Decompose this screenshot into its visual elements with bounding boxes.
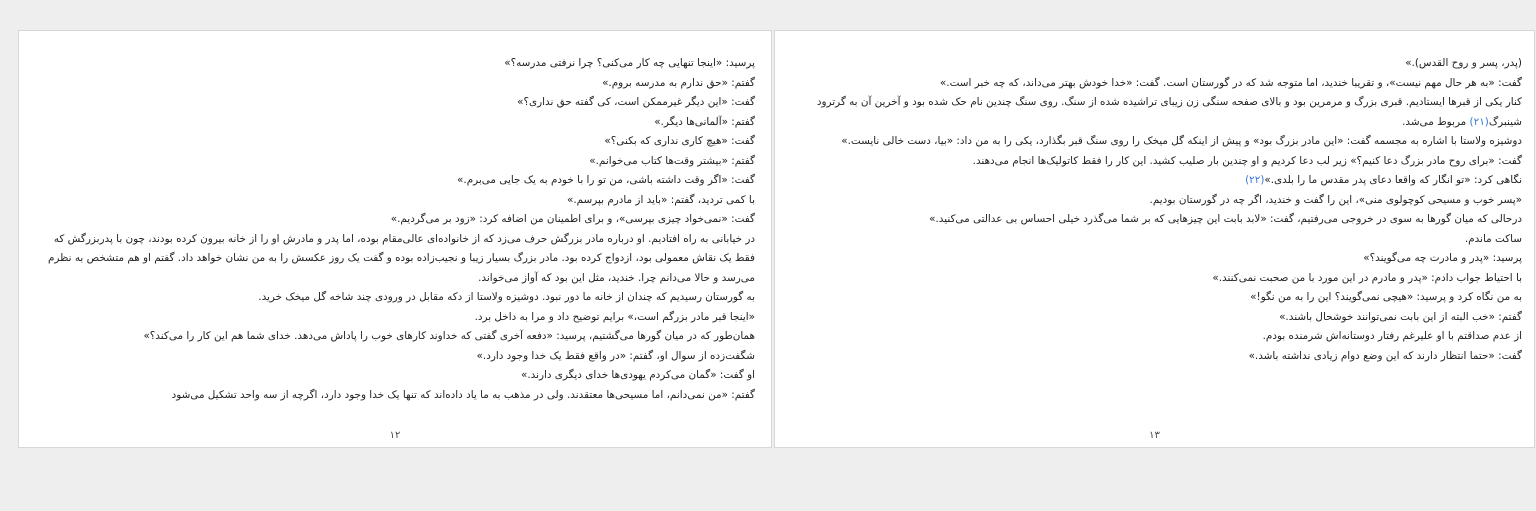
footnote-ref[interactable]: (۲۱) [1469, 115, 1489, 128]
text-line: شگفت‌زده از سوال او، گفتم: «در واقع فقط یک خدا وجود دارد.» [476, 349, 755, 362]
text-paragraph: در خیابانی به راه افتادیم. او درباره مادر بزرگش حرف می‌زد که از خانواده‌ای عالی‌مقام بوده، اما پدر و مادرش او را از خانه بیرون کرده بودند، چون با پدربزرگش که فقط یک نقاش معمولی بود، ازدواج کرده بود. مادر بزرگ بسیار زیبا و نجیب‌زاده بوده و گفت یک روز عکسش را به من نشان خواهد داد. گفتم او هم متشخص به نظرم می‌رسد و حالا می‌دانم چرا. خندید، مثل این بود که آواز می‌خواند. [47, 232, 755, 284]
text-line [787, 171, 1522, 191]
text-line [787, 230, 1522, 250]
page-number: ۱۳ [1149, 430, 1160, 441]
text-line: گفتم: «من نمی‌دانم، اما مسیحی‌ها معتقدند. ولی در مذهب به ما یاد داده‌اند که تنها یک خدا وجود دارد، اگرچه از سه واحد تشکیل می‌شود [171, 388, 755, 401]
line-text: با احتیاط جواب دادم: «پدر و مادرم در این مورد با من صحبت نمی‌کنند.» [1212, 271, 1522, 284]
text-line [787, 74, 1522, 94]
line-text: دوشیزه ولاستا با اشاره به مجسمه گفت: «این مادر بزرگ بود» و پیش از اینکه گل میخک را روی سنگ قبر بگذارد، یکی را به من داد: «بیا، دست خالی نایست.» [841, 135, 1522, 147]
text-line: همان‌طور که در میان گورها می‌گشتیم، پرسید: «دفعه آخری گفتی که خداوند کارهای خوب را پاداش می‌دهد. خدای شما هم این کار را می‌کند؟» [143, 330, 755, 342]
line-text: ساکت ماندم. [1464, 232, 1522, 245]
text-line: پرسید: «اینجا تنهایی چه کار می‌کنی؟ چرا نرفتی مدرسه؟» [504, 57, 755, 69]
text-paragraph [787, 93, 1522, 132]
text-line [787, 132, 1522, 152]
text-line [787, 191, 1522, 211]
text-line [787, 327, 1522, 347]
line-text: (پدر، پسر و روح القدس).» [1405, 57, 1522, 69]
footnote-ref[interactable]: (۲۲) [1245, 174, 1265, 186]
line-text: از عدم صداقتم با او علیرغم رفتار دوستانه‌اش شرمنده بودم. [1262, 330, 1522, 342]
page-right-body [787, 54, 1522, 366]
page-left-body [32, 54, 755, 405]
text-line: گفت: «اگر وقت داشته باشی، من تو را با خودم به یک جایی می‌برم.» [457, 174, 755, 186]
text-line [787, 210, 1522, 230]
line-text: نگاهی کرد: «تو انگار که واقعا دعای پدر مقدس ما را بلدی.» [1264, 174, 1522, 186]
page-right [774, 30, 1535, 448]
line-text: «پسر خوب و مسیحی کوچولوی منی»، این را گفت و خندید، اگر چه در گورستان بودیم. [1149, 193, 1522, 206]
line-text: مربوط می‌شد. [1402, 115, 1470, 128]
text-line: گفتم: «آلمانی‌ها دیگر.» [654, 115, 755, 128]
line-text: گفت: «برای روح مادر بزرگ دعا کنیم؟» زیر لب دعا کردیم و او چندین بار صلیب کشید. این کار را فقط کاتولیک‌ها انجام می‌دهند. [972, 154, 1522, 167]
line-text: کنار یکی از قبرها ایستادیم. قبری بزرگ و مرمرین بود و بالای صفحه سنگی زن زیبای تراشیده شده از سنگ. روی سنگ چندین نام حک شده بود و آخرین آن به گرترود شینبرگ [816, 96, 1522, 128]
text-line [787, 54, 1522, 74]
text-line [787, 269, 1522, 289]
text-line: گفت: «این دیگر غیرممکن است، کی گفته حق نداری؟» [517, 96, 755, 108]
line-text: درحالی که میان گورها به سوی در خروجی می‌رفتیم، گفت: «لابد بابت این چیزهایی که بر شما می‌گذرد خیلی احساس بی عدالتی می‌کنید.» [929, 213, 1522, 225]
text-line: گفتم: «بیشتر وقت‌ها کتاب می‌خوانم.» [589, 154, 755, 167]
line-text: گفت: «به هر حال مهم نیست»، و تقریبا خندید، اما متوجه شد که در گورستان است. گفت: «خدا خودش بهتر می‌داند، که چه خبر است.» [939, 76, 1522, 89]
line-text: به من نگاه کرد و پرسید: «هیچی نمی‌گویند؟ این را به من نگو!» [1250, 291, 1522, 303]
page-left [18, 30, 772, 448]
line-text: پرسید: «پدر و مادرت چه می‌گویند؟» [1363, 252, 1522, 264]
text-line: گفت: «نمی‌خواد چیزی بپرسی»، و برای اطمینان من اضافه کرد: «زود بر می‌گردیم.» [390, 213, 755, 225]
text-line [787, 308, 1522, 328]
text-paragraph: به گورستان رسیدیم که چندان از خانه ما دور نبود. دوشیزه ولاستا از دکه مقابل در ورودی چند شاخه گل میخک خرید. [258, 291, 755, 303]
page-number: ۱۲ [389, 430, 401, 441]
text-line: گفتم: «حق ندارم به مدرسه بروم.» [602, 76, 755, 89]
text-line: او گفت: «گمان می‌کردم یهودی‌ها خدای دیگری دارند.» [520, 369, 755, 381]
text-line: با کمی تردید، گفتم: «باید از مادرم بپرسم.» [566, 193, 755, 206]
text-line [787, 347, 1522, 367]
text-line: «اینجا قبر مادر بزرگم است،» برایم توضیح داد و مرا به داخل برد. [474, 310, 755, 323]
text-line [787, 152, 1522, 172]
text-line [787, 288, 1522, 308]
line-text: گفت: «حتما انتظار دارند که این وضع دوام زیادی نداشته باشد.» [1248, 349, 1522, 362]
text-line: گفت: «هیچ کاری نداری که بکنی؟» [604, 135, 755, 147]
text-line [787, 249, 1522, 269]
line-text: گفتم: «خب البته از این بابت نمی‌توانند خوشحال باشند.» [1279, 310, 1522, 323]
